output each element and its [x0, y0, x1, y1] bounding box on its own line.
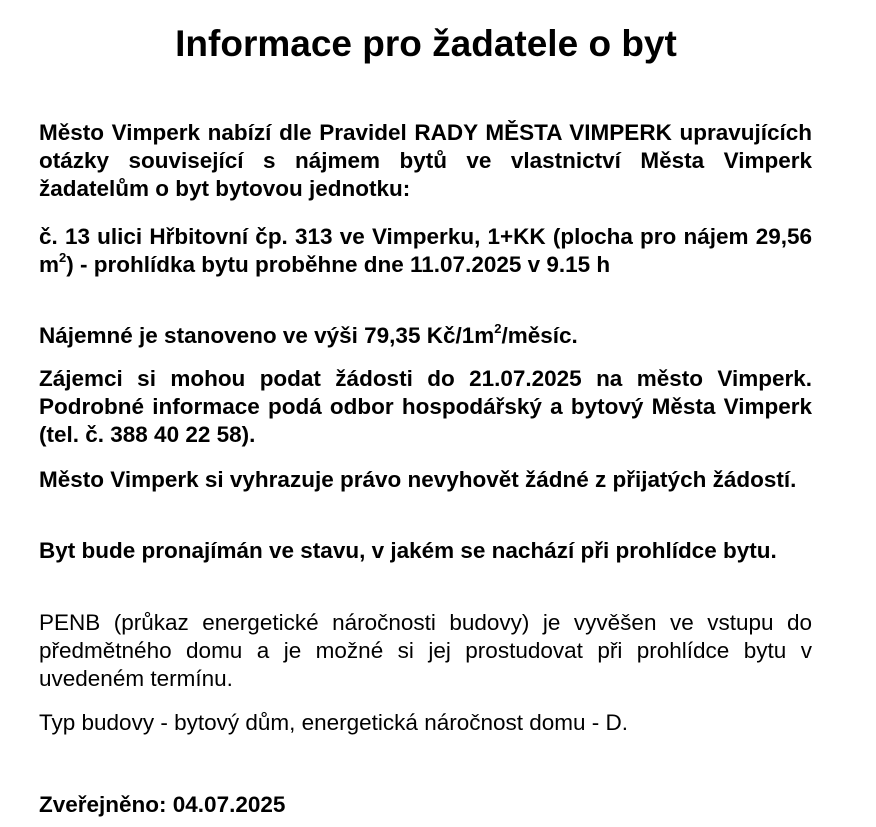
- application-deadline-paragraph: Zájemci si mohou podat žádosti do 21.07.2025 na město Vimperk. Podrobné informace podá odbor hospodářský a bytový Města Vimperk (tel. č. 388 40 22 58).: [39, 366, 812, 447]
- rent-period-text: /měsíc.: [501, 323, 578, 348]
- published-date: Zveřejněno: 04.07.2025: [39, 792, 286, 817]
- document-title: Informace pro žadatele o byt: [175, 23, 677, 64]
- penb-paragraph: PENB (průkaz energetické náročnosti budovy) je vyvěšen ve vstupu do předmětného domu a je možné si jej prostudovat při prohlídce bytu v uvedeném termínu.: [39, 610, 812, 691]
- rent-text: Nájemné je stanoveno ve výši 79,35 Kč/1m: [39, 323, 495, 348]
- apartment-details-text: č. 13 ulici Hřbitovní čp. 313 ve Vimperku, 1+KK (plocha pro nájem 29,56 m: [39, 224, 812, 277]
- intro-paragraph: Město Vimperk nabízí dle Pravidel RADY MĚSTA VIMPERK upravujících otázky související s nájmem bytů ve vlastnictví Města Vimperk žadatelům o byt bytovou jednotku:: [39, 120, 812, 201]
- apartment-details-paragraph: [39, 223, 812, 279]
- area-unit-superscript: 2: [59, 250, 67, 265]
- reservation-paragraph: Město Vimperk si vyhrazuje právo nevyhovět žádné z přijatých žádostí.: [39, 467, 797, 492]
- rent-unit-superscript: 2: [494, 321, 502, 336]
- condition-paragraph: Byt bude pronajímán ve stavu, v jakém se nachází při prohlídce bytu.: [39, 538, 777, 563]
- viewing-date-text: ) - prohlídka bytu proběhne dne 11.07.2025 v 9.15 h: [66, 252, 611, 277]
- building-type-paragraph: Typ budovy - bytový dům, energetická náročnost domu - D.: [39, 710, 629, 735]
- rent-paragraph: [39, 322, 812, 350]
